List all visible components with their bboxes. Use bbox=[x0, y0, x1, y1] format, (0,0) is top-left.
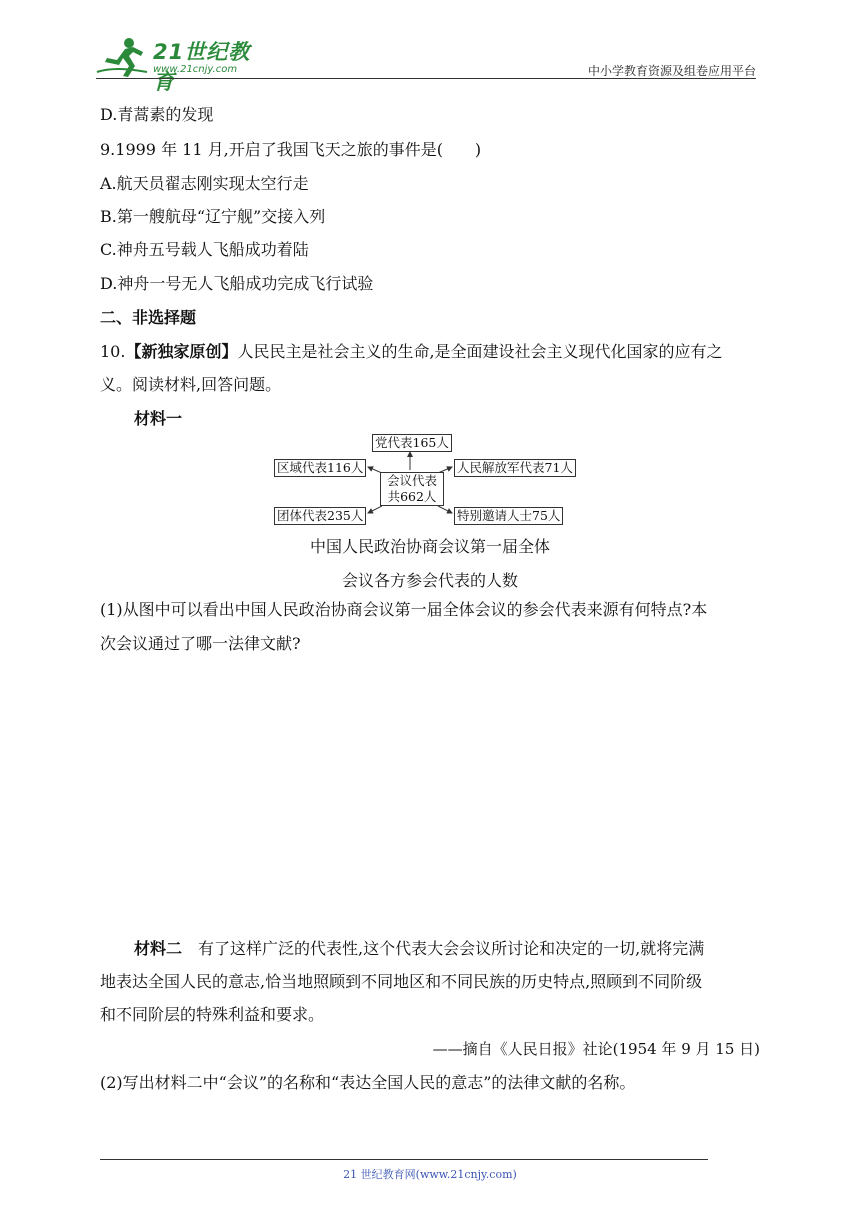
q10-stem-text: 人民民主是社会主义的生命,是全面建设社会主义现代化国家的应有之 bbox=[237, 342, 723, 361]
material2-label: 材料二 bbox=[134, 939, 183, 958]
material2-line2: 地表达全国人民的意志,恰当地照顾到不同地区和不同民族的历史特点,照顾到不同阶级 bbox=[100, 972, 703, 991]
q10-stem-line2: 义。阅读材料,回答问题。 bbox=[100, 375, 282, 394]
material2-source: ——摘自《人民日报》社论(1954 年 9 月 15 日) bbox=[432, 1040, 760, 1058]
site-logo bbox=[95, 36, 260, 94]
center-line2: 共662人 bbox=[387, 489, 437, 504]
q10-number: 10. bbox=[100, 342, 126, 361]
footer-text: 21 世纪教育网(www.21cnjy.com) bbox=[343, 1168, 517, 1181]
delegates-diagram bbox=[270, 430, 590, 530]
diagram-caption-line2: 会议各方参会代表的人数 bbox=[341, 571, 518, 590]
material2-line3: 和不同阶层的特殊利益和要求。 bbox=[100, 1005, 325, 1024]
q9-option-c: C.神舟五号载人飞船成功着陆 bbox=[100, 240, 309, 259]
q10-tag: 【新独家原创】 bbox=[125, 342, 238, 361]
q9-option-b: B.第一艘航母“辽宁舰”交接入列 bbox=[100, 207, 326, 226]
q8-option-d: D.青蒿素的发现 bbox=[100, 105, 214, 124]
q10-stem-line1 bbox=[100, 341, 723, 363]
material2-text: 有了这样广泛的代表性,这个代表大会会议所讨论和决定的一切,就将完满 bbox=[182, 939, 705, 958]
q10-sub2: (2)写出材料二中“会议”的名称和“表达全国人民的意志”的法律文献的名称。 bbox=[100, 1073, 636, 1092]
q9-stem: 9.1999 年 11 月,开启了我国飞天之旅的事件是( ) bbox=[100, 140, 482, 159]
material1-label: 材料一 bbox=[134, 409, 183, 428]
box-groups: 团体代表235人 bbox=[274, 507, 366, 525]
box-region: 区域代表116人 bbox=[274, 459, 366, 477]
center-line1: 会议代表 bbox=[386, 473, 437, 488]
runner-logo-icon bbox=[95, 36, 151, 78]
logo-text: 21世纪教育 bbox=[153, 40, 251, 94]
diagram-caption-line1: 中国人民政治协商会议第一届全体 bbox=[309, 537, 550, 556]
q9-option-a: A.航天员翟志刚实现太空行走 bbox=[100, 174, 309, 193]
header-divider bbox=[96, 78, 756, 79]
q10-sub1-line2: 次会议通过了哪一法律文献? bbox=[100, 634, 301, 653]
q9-option-d: D.神舟一号无人飞船成功完成飞行试验 bbox=[100, 274, 374, 293]
box-special: 特别邀请人士75人 bbox=[454, 507, 563, 525]
box-pla: 人民解放军代表71人 bbox=[454, 459, 576, 477]
platform-name: 中小学教育资源及组卷应用平台 bbox=[587, 64, 756, 78]
section-title: 二、非选择题 bbox=[100, 308, 197, 327]
footer-divider bbox=[100, 1159, 708, 1160]
box-center bbox=[380, 472, 444, 506]
box-party: 党代表165人 bbox=[372, 434, 452, 452]
logo-url: www.21cnjy.com bbox=[153, 64, 238, 75]
material2-line1 bbox=[134, 938, 704, 960]
q10-sub1-line1: (1)从图中可以看出中国人民政治协商会议第一届全体会议的参会代表来源有何特点?本 bbox=[100, 600, 708, 619]
